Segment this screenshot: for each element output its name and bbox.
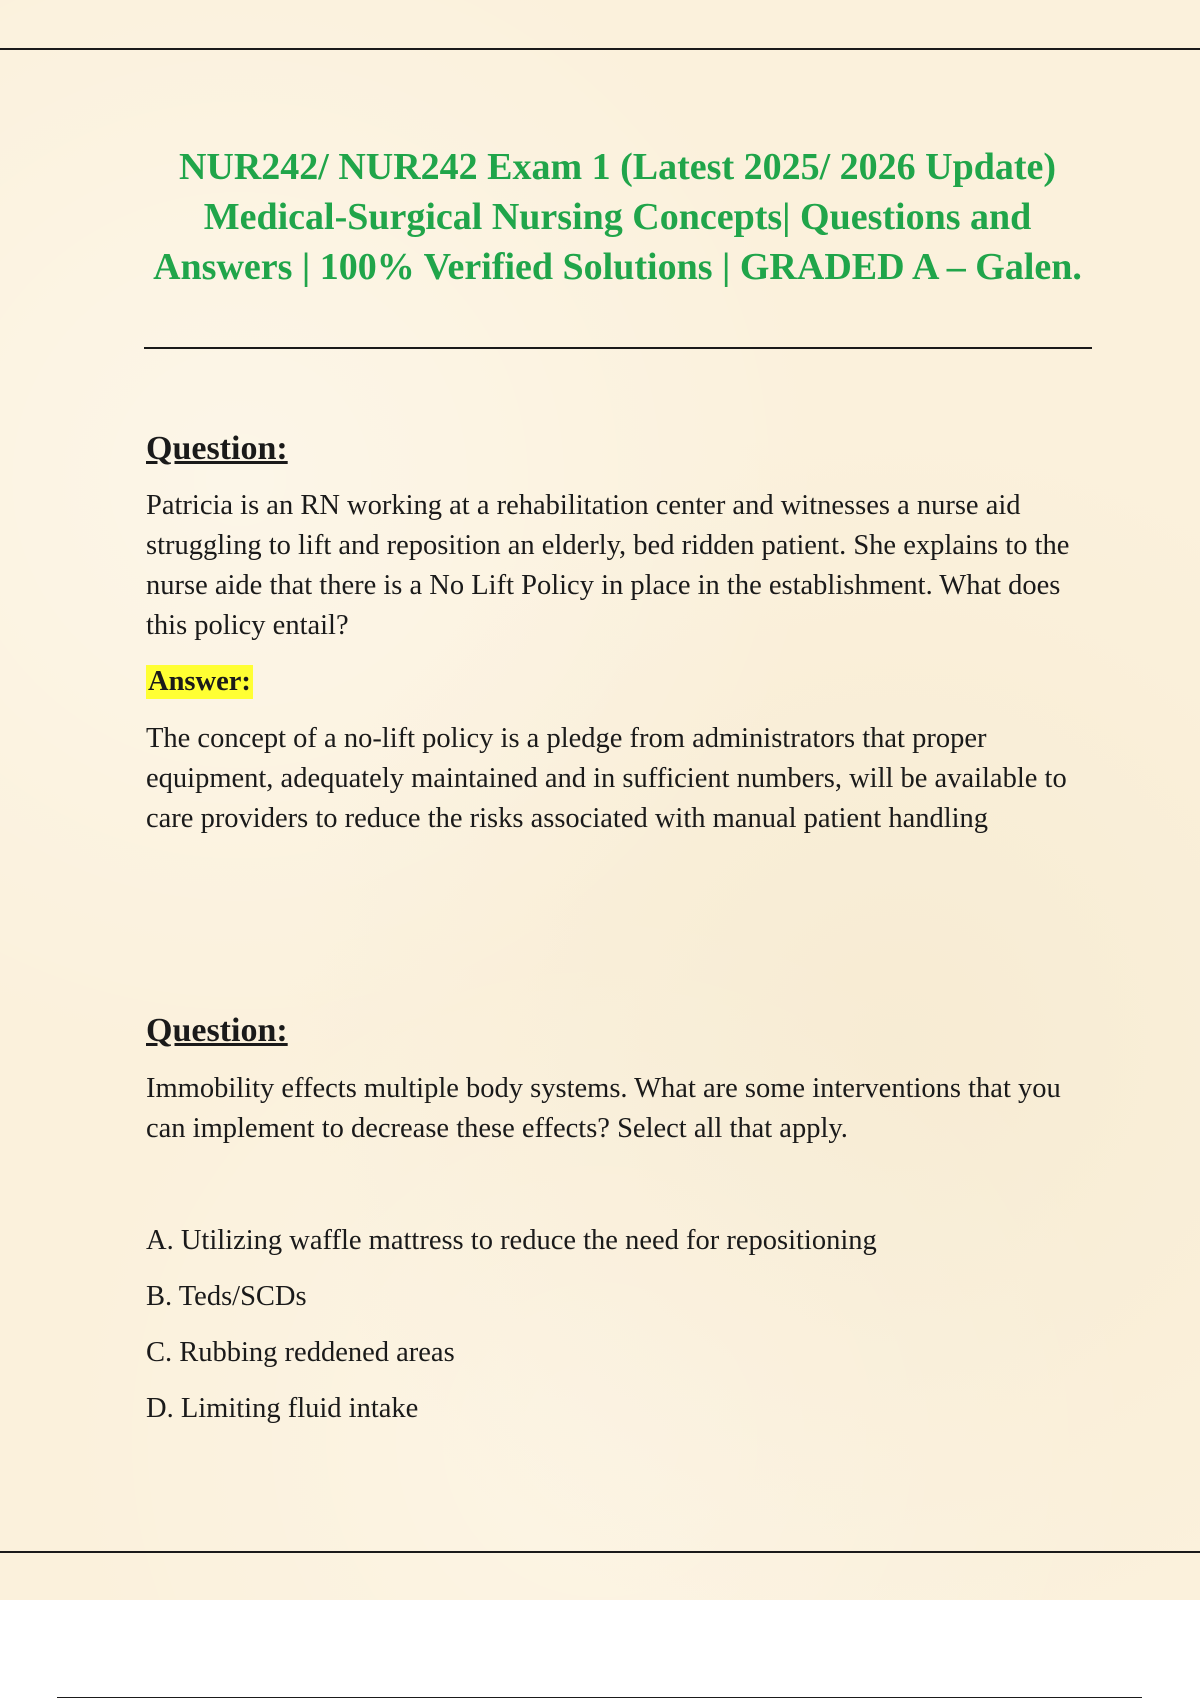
question-2-body: [146, 1069, 1096, 1149]
option-d: D. Limiting fluid intake: [146, 1393, 419, 1424]
question-1-heading: Question:: [146, 430, 288, 467]
answer-1-label: Answer:: [148, 666, 251, 697]
question-2-text: Immobility effects multiple body systems. What are some interventions that you can implement to decrease these effects? Select all that apply.: [146, 1073, 1061, 1144]
question-1-body: [146, 486, 1096, 646]
question-2-heading: Question:: [146, 1012, 288, 1049]
document-title: NUR242/ NUR242 Exam 1 (Latest 2025/ 2026 Update) Medical-Surgical Nursing Concepts| Questions and Answers | 100% Verified Solutions | GRADED A – Galen.: [153, 146, 1082, 288]
question-1-text: Patricia is an RN working at a rehabilitation center and witnesses a nurse aid struggling to lift and reposition an elderly, bed ridden patient. She explains to the nurse aide that there is a No Lift Policy in place in the establishment. What does this policy entail?: [146, 490, 1070, 641]
question-2: [146, 1010, 1096, 1052]
answer-1-body: [146, 719, 1096, 839]
option-c: C. Rubbing reddened areas: [146, 1337, 455, 1368]
option-b: B. Teds/SCDs: [146, 1281, 307, 1312]
question-1: [146, 428, 1096, 470]
title-underline: [144, 347, 1092, 349]
top-rule: [0, 48, 1200, 50]
question-2-options: [146, 1221, 1096, 1429]
bottom-rule: [0, 1551, 1200, 1553]
footer-rule: [57, 1697, 1142, 1698]
answer-1-text: The concept of a no-lift policy is a pledge from administrators that proper equipment, adequately maintained and in sufficient numbers, will be available to care providers to reduce the risks associated with manual patient handling: [146, 723, 1067, 834]
option-a: A. Utilizing waffle mattress to reduce the need for repositioning: [146, 1225, 877, 1256]
answer-1: [146, 665, 1096, 699]
